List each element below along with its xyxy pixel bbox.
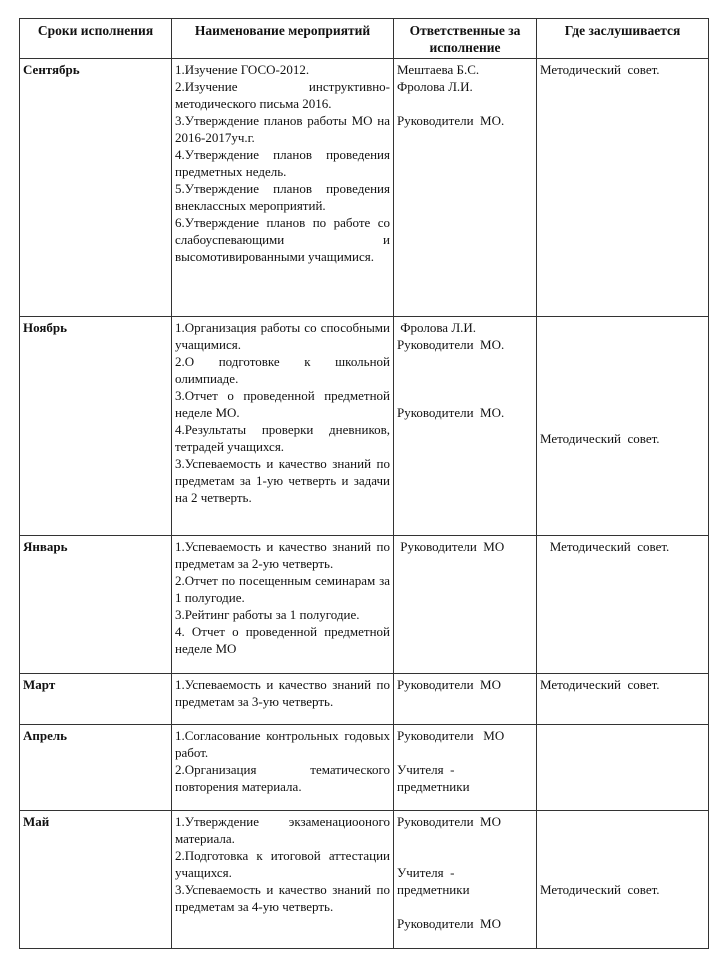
where-heard-cell (537, 674, 709, 725)
header-events: Наименование мероприятий (172, 19, 394, 59)
header-deadlines: Сроки исполнения (20, 19, 172, 59)
month-cell: Март (20, 674, 172, 725)
responsible-cell (394, 317, 537, 536)
responsible-cell (394, 59, 537, 317)
where-heard-text: Методический совет. (540, 62, 660, 77)
responsible-person: Руководители МО (397, 539, 505, 554)
event-item: 3.Рейтинг работы за 1 полугодие. (175, 607, 360, 622)
responsible-person: Руководители МО. (397, 405, 505, 420)
table-row-november (20, 317, 709, 536)
where-heard-text: Методический совет. (540, 431, 660, 446)
event-item: 3.Успеваемость и качество знаний по предметам за 1-ую четверть и задачи на 2 четверть. (175, 456, 390, 505)
table-row-march (20, 674, 709, 725)
table-row-september (20, 59, 709, 317)
event-item: 1.Успеваемость и качество знаний по предметам за 2-ую четверть. (175, 539, 390, 571)
event-item: 3.Утверждение планов работы МО на 2016-2017уч.г. (175, 113, 390, 145)
event-item: 2.Отчет по посещенным семинарам за 1 полугодие. (175, 573, 390, 605)
event-item: 1.Изучение ГОСО-2012. (175, 62, 310, 77)
responsible-person: Учителя - (397, 865, 455, 880)
responsible-person: Руководители МО (397, 728, 505, 743)
event-item: 3.Успеваемость и качество знаний по предметам за 4-ую четверть. (175, 882, 390, 914)
header-responsible-line2: исполнение (429, 40, 501, 55)
events-cell (172, 536, 394, 674)
event-item: 2.Подготовка к итоговой аттестации учащихся. (175, 848, 390, 880)
responsible-person: Фролова Л.И. (397, 79, 473, 94)
responsible-person: Руководители МО. (397, 113, 505, 128)
table-row-january (20, 536, 709, 674)
where-heard-cell (537, 811, 709, 949)
responsible-cell (394, 536, 537, 674)
table-header-row (20, 19, 709, 59)
events-cell (172, 725, 394, 811)
event-item: 5.Утверждение планов проведения внеклассных мероприятий. (175, 181, 390, 213)
events-cell (172, 811, 394, 949)
where-heard-text: Методический совет. (540, 677, 660, 692)
responsible-person: предметники (397, 882, 470, 897)
responsible-person: Руководители МО (397, 677, 501, 692)
header-responsible-line1: Ответственные за (409, 23, 521, 38)
event-item: 3.Отчет о проведенной предметной неделе МО. (175, 388, 390, 420)
where-heard-text: Методический совет. (540, 882, 660, 897)
month-cell: Ноябрь (20, 317, 172, 536)
responsible-person: предметники (397, 779, 470, 794)
event-item: 1.Успеваемость и качество знаний по предметам за 3-ую четверть. (175, 677, 390, 709)
event-item: 1.Утверждение экзаменациооного материала. (175, 814, 390, 846)
month-cell: Январь (20, 536, 172, 674)
responsible-cell (394, 725, 537, 811)
responsible-person: Руководители МО (397, 916, 501, 931)
event-item: 1.Организация работы со способными учащимися. (175, 320, 390, 352)
event-item: 4.Результаты проверки дневников, тетрадей учащихся. (175, 422, 390, 454)
month-cell: Сентябрь (20, 59, 172, 317)
month-cell: Апрель (20, 725, 172, 811)
where-heard-text: Методический совет. (540, 539, 670, 554)
table-row-may (20, 811, 709, 949)
where-heard-cell (537, 725, 709, 811)
event-item: 6.Утверждение планов по работе со слабоуспевающими и высомотивированными учащимися. (175, 215, 390, 264)
responsible-person: Фролова Л.И. (397, 320, 477, 335)
activity-plan-table (19, 18, 709, 949)
events-cell (172, 317, 394, 536)
responsible-cell (394, 811, 537, 949)
responsible-person: Учителя - (397, 762, 455, 777)
events-cell (172, 59, 394, 317)
where-heard-cell (537, 59, 709, 317)
event-item: 4.Утверждение планов проведения предметных недель. (175, 147, 390, 179)
event-item: 1.Согласование контрольных годовых работ. (175, 728, 390, 760)
event-item: 2.О подготовке к школьной олимпиаде. (175, 354, 390, 386)
header-where-heard: Где заслушивается (537, 19, 709, 59)
month-cell: Май (20, 811, 172, 949)
where-heard-cell (537, 317, 709, 536)
where-heard-cell (537, 536, 709, 674)
responsible-person: Руководители МО (397, 814, 501, 829)
responsible-person: Руководители МО. (397, 337, 505, 352)
event-item: 4. Отчет о проведенной предметной неделе МО (175, 624, 390, 656)
event-item: 2.Организация тематического повторения материала. (175, 762, 390, 794)
table-row-april (20, 725, 709, 811)
events-cell (172, 674, 394, 725)
responsible-cell (394, 674, 537, 725)
header-responsible (394, 19, 537, 59)
responsible-person: Мештаева Б.С. (397, 62, 480, 77)
event-item: 2.Изучение инструктивно-методического письма 2016. (175, 79, 390, 111)
